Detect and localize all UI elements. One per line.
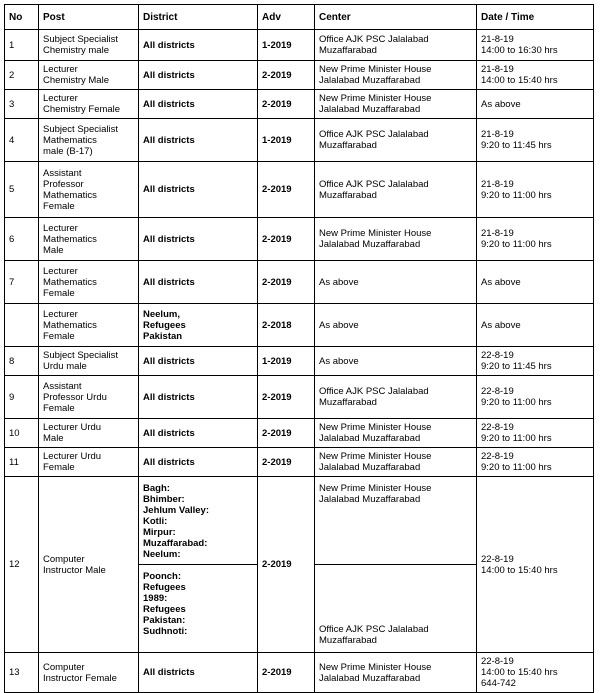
header-date-time: Date / Time <box>477 5 594 30</box>
cell-post-line: Professor Urdu <box>43 391 107 403</box>
cell-center-line: New Prime Minister House <box>319 451 432 462</box>
cell-adv-line: 2-2019 <box>262 69 292 81</box>
cell-no-line: 2 <box>9 69 15 81</box>
cell-no-line: 1 <box>9 39 15 51</box>
cell-post <box>39 90 139 119</box>
cell-no <box>5 61 39 90</box>
table-row <box>5 218 594 261</box>
cell-date-time <box>477 218 594 261</box>
cell-no <box>5 376 39 419</box>
cell-post <box>39 376 139 419</box>
cell-date-time-line: 9:20 to 11:00 hrs <box>481 239 552 250</box>
cell-district-line: Bagh: <box>143 483 170 494</box>
cell-no <box>5 304 39 347</box>
cell-district-line: 1989: <box>143 593 168 604</box>
header-adv: Adv <box>258 5 315 30</box>
cell-post-line: Urdu male <box>43 361 87 372</box>
cell-district-line: Pakistan <box>143 330 183 342</box>
cell-post-line: Lecturer <box>43 64 78 75</box>
cell-post-line: Subject Specialist <box>43 350 118 361</box>
cell-date-time <box>477 347 594 376</box>
cell-date-time-line: 21-8-19 <box>481 228 514 239</box>
cell-date-time-line: 9:20 to 11:00 hrs <box>481 433 552 444</box>
cell-adv <box>258 90 315 119</box>
cell-post-line: Lecturer Urdu <box>43 451 102 462</box>
cell-post-line: Computer <box>43 553 85 565</box>
cell-no <box>5 419 39 448</box>
cell-post-line: Mathematics <box>43 276 97 288</box>
cell-center-line: New Prime Minister House <box>319 93 432 104</box>
cell-post-line: Chemistry male <box>43 45 109 56</box>
cell-post <box>39 61 139 90</box>
cell-district-line: All districts <box>143 427 195 439</box>
cell-adv <box>258 419 315 448</box>
cell-center-line: As above <box>319 319 359 331</box>
cell-center-line: Jalalabad Muzaffarabad <box>319 104 421 115</box>
cell-district-line: Refugees <box>143 604 186 615</box>
cell-district-line: Neelum, <box>143 308 180 320</box>
header-center: Center <box>315 5 477 30</box>
cell-adv-line: 2-2019 <box>262 98 292 110</box>
cell-adv <box>258 304 315 347</box>
cell-center <box>315 61 477 90</box>
cell-no <box>5 90 39 119</box>
cell-adv-line: 2-2019 <box>262 667 292 678</box>
cell-date-time <box>477 90 594 119</box>
cell-date-time-line: 9:20 to 11:00 hrs <box>481 189 552 201</box>
cell-post-line: Female <box>43 200 75 212</box>
cell-date-time <box>477 162 594 218</box>
cell-district <box>139 653 258 693</box>
cell-no <box>5 347 39 376</box>
cell-no-line: 11 <box>9 456 19 468</box>
cell-no <box>5 119 39 162</box>
cell-adv-line: 2-2019 <box>262 559 292 570</box>
cell-center <box>315 565 477 653</box>
cell-adv <box>258 61 315 90</box>
cell-district-line: All districts <box>143 355 195 367</box>
cell-center <box>315 419 477 448</box>
cell-no <box>5 218 39 261</box>
cell-center-line: Muzaffarabad <box>319 45 377 56</box>
cell-district-line: Muzaffarabad: <box>143 538 208 549</box>
cell-district-line: Refugees <box>143 319 186 331</box>
cell-district-line: Mirpur: <box>143 527 176 538</box>
cell-district-line: Refugees <box>143 582 186 593</box>
header-row <box>5 5 594 30</box>
cell-center-line: Muzaffarabad <box>319 189 377 201</box>
cell-post <box>39 304 139 347</box>
cell-date-time-line: 9:20 to 11:00 hrs <box>481 397 552 408</box>
cell-district-line: All districts <box>143 667 195 678</box>
cell-district <box>139 477 258 565</box>
header-district: District <box>139 5 258 30</box>
cell-date-time-line: 21-8-19 <box>481 129 514 140</box>
cell-date-time <box>477 30 594 61</box>
cell-center <box>315 119 477 162</box>
cell-adv-line: 2-2019 <box>262 456 292 468</box>
cell-center-line: Jalalabad Muzaffarabad <box>319 75 421 86</box>
cell-no <box>5 653 39 693</box>
cell-date-time-line: As above <box>481 319 521 331</box>
cell-center <box>315 376 477 419</box>
cell-adv <box>258 653 315 693</box>
cell-no-line: 8 <box>9 355 15 367</box>
cell-center-line: New Prime Minister House <box>319 483 432 494</box>
cell-adv-line: 1-2019 <box>262 134 292 146</box>
cell-date-time-line: 14:00 to 15:40 hrs <box>481 75 558 86</box>
cell-date-time-line: 14:00 to 16:30 hrs <box>481 45 558 56</box>
cell-post-line: Lecturer <box>43 265 78 277</box>
cell-district-line: All districts <box>143 134 195 146</box>
table-row <box>5 653 594 693</box>
cell-district-line: All districts <box>143 276 195 288</box>
cell-center <box>315 477 477 565</box>
cell-post-line: male (B-17) <box>43 145 93 157</box>
cell-district <box>139 419 258 448</box>
cell-no-line: 12 <box>9 559 20 570</box>
cell-date-time-line: 21-8-19 <box>481 64 514 75</box>
cell-date-time <box>477 304 594 347</box>
cell-district <box>139 162 258 218</box>
header-post: Post <box>39 5 139 30</box>
cell-post <box>39 162 139 218</box>
cell-center <box>315 304 477 347</box>
cell-post-line: Professor <box>43 178 84 190</box>
cell-date-time-line: 22-8-19 <box>481 386 514 397</box>
cell-date-time <box>477 477 594 653</box>
cell-date-time-line: 9:20 to 11:45 hrs <box>481 361 552 372</box>
cell-adv-line: 2-2019 <box>262 233 292 245</box>
cell-post-line: Subject Specialist <box>43 123 118 135</box>
cell-post-line: Mathematics <box>43 134 97 146</box>
cell-date-time <box>477 419 594 448</box>
cell-district-line: All districts <box>143 39 195 51</box>
exam-schedule-table <box>4 4 594 693</box>
cell-adv-line: 2-2019 <box>262 184 292 195</box>
cell-post <box>39 477 139 653</box>
cell-post-line: Instructor Male <box>43 564 106 576</box>
cell-adv <box>258 261 315 304</box>
cell-adv-line: 1-2019 <box>262 355 292 367</box>
cell-center-line: New Prime Minister House <box>319 64 432 75</box>
cell-no-line: 6 <box>9 233 15 245</box>
cell-center-line: Jalalabad Muzaffarabad <box>319 462 421 473</box>
cell-post-line: Chemistry Female <box>43 104 121 115</box>
cell-center-line: Muzaffarabad <box>319 635 377 646</box>
table-row <box>5 304 594 347</box>
cell-date-time-line: 22-8-19 <box>481 656 514 667</box>
cell-date-time-line: As above <box>481 276 521 288</box>
cell-district <box>139 448 258 477</box>
cell-district <box>139 376 258 419</box>
cell-no <box>5 261 39 304</box>
cell-post <box>39 653 139 693</box>
cell-district <box>139 30 258 61</box>
cell-post-line: Female <box>43 402 75 414</box>
cell-district-line: Pakistan: <box>143 615 186 626</box>
cell-district <box>139 119 258 162</box>
cell-date-time <box>477 376 594 419</box>
cell-date-time <box>477 448 594 477</box>
cell-district-line: All districts <box>143 69 195 81</box>
cell-post-line: Lecturer <box>43 222 78 234</box>
cell-date-time-line: 9:20 to 11:45 hrs <box>481 140 552 151</box>
cell-date-time-line: 644-742 <box>481 678 516 689</box>
cell-center-line: Office AJK PSC Jalalabad <box>319 386 429 397</box>
cell-district <box>139 218 258 261</box>
cell-center-line: Jalalabad Muzaffarabad <box>319 672 421 684</box>
cell-date-time <box>477 261 594 304</box>
cell-date-time-line: 14:00 to 15:40 hrs <box>481 667 558 678</box>
cell-date-time-line: As above <box>481 98 521 110</box>
cell-post-line: Male <box>43 433 64 444</box>
cell-center <box>315 162 477 218</box>
cell-post <box>39 419 139 448</box>
cell-post-line: Subject Specialist <box>43 34 118 45</box>
cell-date-time-line: 21-8-19 <box>481 178 514 190</box>
cell-district-line: Poonch: <box>143 571 181 582</box>
cell-post-line: Instructor Female <box>43 672 117 684</box>
cell-date-time <box>477 61 594 90</box>
table-row <box>5 376 594 419</box>
cell-center <box>315 218 477 261</box>
cell-center-line: Muzaffarabad <box>319 397 377 408</box>
cell-district <box>139 565 258 653</box>
cell-center-line: Jalalabad Muzaffarabad <box>319 494 421 505</box>
cell-center-line: Office AJK PSC Jalalabad <box>319 129 429 140</box>
cell-adv <box>258 347 315 376</box>
cell-no-line: 7 <box>9 276 15 288</box>
cell-no <box>5 477 39 653</box>
cell-district-line: All districts <box>143 233 195 245</box>
cell-district <box>139 261 258 304</box>
cell-no-line: 3 <box>9 98 15 110</box>
cell-no-line: 5 <box>9 184 15 195</box>
cell-post <box>39 448 139 477</box>
cell-post-line: Female <box>43 287 75 299</box>
cell-district <box>139 304 258 347</box>
cell-post-line: Chemistry Male <box>43 75 109 86</box>
cell-date-time-line: 22-8-19 <box>481 350 514 361</box>
table-row <box>5 162 594 218</box>
cell-date-time-line: 21-8-19 <box>481 34 514 45</box>
cell-district-line: All districts <box>143 391 195 403</box>
cell-adv <box>258 448 315 477</box>
cell-no <box>5 162 39 218</box>
cell-date-time-line: 22-8-19 <box>481 553 514 565</box>
cell-adv-line: 2-2019 <box>262 276 292 288</box>
cell-center-line: Office AJK PSC Jalalabad <box>319 624 429 635</box>
cell-post-line: Female <box>43 462 75 473</box>
cell-date-time <box>477 653 594 693</box>
cell-center-line: Muzaffarabad <box>319 140 377 151</box>
cell-adv-line: 2-2019 <box>262 427 292 439</box>
cell-no <box>5 30 39 61</box>
cell-center-line: Office AJK PSC Jalalabad <box>319 178 429 190</box>
cell-center <box>315 30 477 61</box>
cell-no-line: 4 <box>9 134 15 146</box>
cell-district-line: Jehlum Valley: <box>143 505 210 516</box>
table-row <box>5 419 594 448</box>
cell-district-line: Neelum: <box>143 549 181 560</box>
cell-adv <box>258 477 315 653</box>
cell-post-line: Mathematics <box>43 319 97 331</box>
cell-post-line: Assistant <box>43 380 82 392</box>
cell-adv <box>258 218 315 261</box>
cell-district <box>139 347 258 376</box>
cell-center-line: New Prime Minister House <box>319 228 432 239</box>
cell-post-line: Male <box>43 244 64 256</box>
cell-district-line: Bhimber: <box>143 494 185 505</box>
cell-center-line: Jalalabad Muzaffarabad <box>319 433 421 444</box>
cell-post-line: Computer <box>43 661 85 673</box>
cell-post-line: Mathematics <box>43 233 97 245</box>
cell-center <box>315 347 477 376</box>
cell-date-time-line: 22-8-19 <box>481 422 514 433</box>
cell-date-time-line: 9:20 to 11:00 hrs <box>481 462 552 473</box>
cell-center-line: Jalalabad Muzaffarabad <box>319 239 421 250</box>
table-row <box>5 261 594 304</box>
cell-center-line: Office AJK PSC Jalalabad <box>319 34 429 45</box>
cell-district-line: All districts <box>143 184 195 195</box>
cell-district <box>139 90 258 119</box>
cell-post-line: Lecturer <box>43 93 78 104</box>
table-row <box>5 347 594 376</box>
cell-district-line: Kotli: <box>143 516 168 527</box>
cell-post-line: Mathematics <box>43 189 97 201</box>
table-row <box>5 448 594 477</box>
cell-post <box>39 261 139 304</box>
cell-center-line: New Prime Minister House <box>319 422 432 433</box>
cell-district-line: All districts <box>143 456 195 468</box>
table-row <box>5 119 594 162</box>
cell-adv <box>258 30 315 61</box>
cell-no-line: 13 <box>9 667 20 678</box>
cell-post-line: Lecturer Urdu <box>43 422 102 433</box>
cell-no-line: 10 <box>9 427 20 439</box>
table-row <box>5 30 594 61</box>
cell-district <box>139 61 258 90</box>
cell-district-line: All districts <box>143 98 195 110</box>
cell-adv <box>258 376 315 419</box>
cell-center <box>315 653 477 693</box>
cell-post <box>39 218 139 261</box>
table-row <box>5 477 594 565</box>
cell-center <box>315 90 477 119</box>
cell-center-line: As above <box>319 355 359 367</box>
cell-adv <box>258 119 315 162</box>
table-row <box>5 90 594 119</box>
cell-center-line: New Prime Minister House <box>319 661 432 673</box>
cell-post-line: Assistant <box>43 167 82 179</box>
cell-date-time-line: 14:00 to 15:40 hrs <box>481 564 558 576</box>
cell-post <box>39 347 139 376</box>
cell-adv-line: 1-2019 <box>262 39 292 51</box>
header-no: No <box>5 5 39 30</box>
cell-post-line: Lecturer <box>43 308 78 320</box>
cell-center <box>315 261 477 304</box>
cell-district-line: Sudhnoti: <box>143 626 188 637</box>
cell-adv <box>258 162 315 218</box>
cell-center <box>315 448 477 477</box>
cell-center-line: As above <box>319 276 359 288</box>
cell-adv-line: 2-2019 <box>262 391 292 403</box>
cell-date-time-line: 22-8-19 <box>481 451 514 462</box>
cell-post-line: Female <box>43 330 75 342</box>
cell-no-line: 9 <box>9 391 15 403</box>
table-row <box>5 61 594 90</box>
cell-post <box>39 30 139 61</box>
cell-adv-line: 2-2018 <box>262 319 292 331</box>
cell-date-time <box>477 119 594 162</box>
cell-post <box>39 119 139 162</box>
cell-no <box>5 448 39 477</box>
